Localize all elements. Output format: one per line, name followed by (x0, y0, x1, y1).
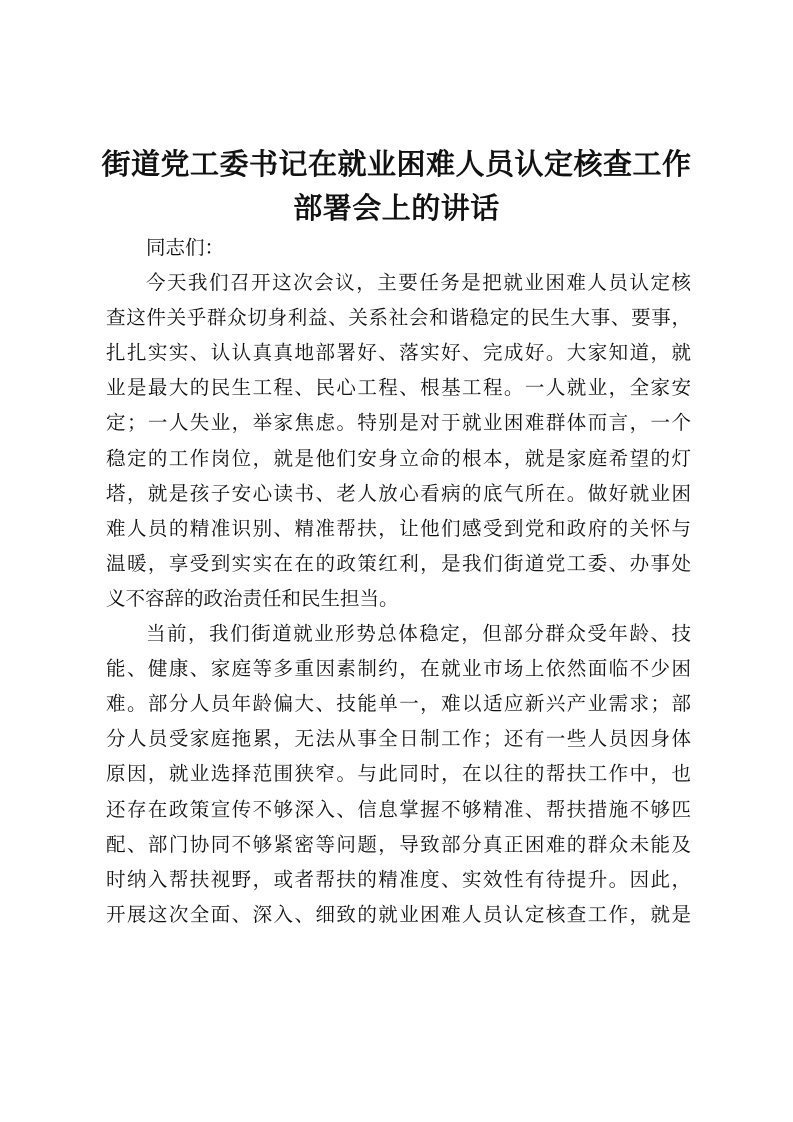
text-line: 分人员受家庭拖累，无法从事全日制工作；还有一些人员因身体 (106, 727, 691, 751)
text-line: 当前，我们街道就业形势总体稳定，但部分群众受年龄、技 (146, 622, 691, 646)
text-line: 塔，就是孩子安心读书、老人放心看病的底气所在。做好就业困 (106, 481, 691, 505)
text-line: 难。部分人员年龄偏大、技能单一，难以适应新兴产业需求；部 (106, 692, 691, 716)
text-line: 稳定的工作岗位，就是他们安身立命的根本，就是家庭希望的灯 (106, 446, 691, 470)
paragraph-2 (106, 616, 691, 932)
text-line: 能、健康、家庭等多重因素制约，在就业市场上依然面临不少困 (106, 657, 691, 681)
text-line: 配、部门协同不够紧密等问题，导致部分真正困难的群众未能及 (106, 832, 691, 856)
title-line: 街道党工委书记在就业困难人员认定核查工作 (101, 147, 692, 181)
document-body (106, 230, 691, 932)
text-line: 定；一人失业，举家焦虑。特别是对于就业困难群体而言，一个 (106, 411, 691, 435)
document-title (100, 142, 693, 230)
text-line: 时纳入帮扶视野，或者帮扶的精准度、实效性有待提升。因此， (106, 867, 691, 891)
title-line: 部署会上的讲话 (293, 191, 500, 225)
text-line: 业是最大的民生工程、民心工程、根基工程。一人就业，全家安 (106, 376, 691, 400)
text-line: 义不容辞的政治责任和民生担当。 (106, 586, 399, 610)
text-line: 难人员的精准识别、精准帮扶，让他们感受到党和政府的关怀与 (106, 516, 691, 540)
text-line: 原因，就业选择范围狭窄。与此同时，在以往的帮扶工作中，也 (106, 762, 691, 786)
text-line: 开展这次全面、深入、细致的就业困难人员认定核查工作，就是 (106, 902, 691, 926)
text-line: 温暖，享受到实实在在的政策红利，是我们街道党工委、办事处 (106, 551, 691, 575)
salutation: 同志们： (146, 236, 225, 259)
text-line: 还存在政策宣传不够深入、信息掌握不够精准、帮扶措施不够匹 (106, 797, 691, 821)
text-line: 扎扎实实、认认真真地部署好、落实好、完成好。大家知道，就 (106, 341, 691, 365)
text-line: 查这件关乎群众切身利益、关系社会和谐稳定的民生大事、要事， (106, 306, 691, 330)
paragraph-1 (106, 265, 691, 616)
text-line: 今天我们召开这次会议，主要任务是把就业困难人员认定核 (146, 271, 691, 295)
